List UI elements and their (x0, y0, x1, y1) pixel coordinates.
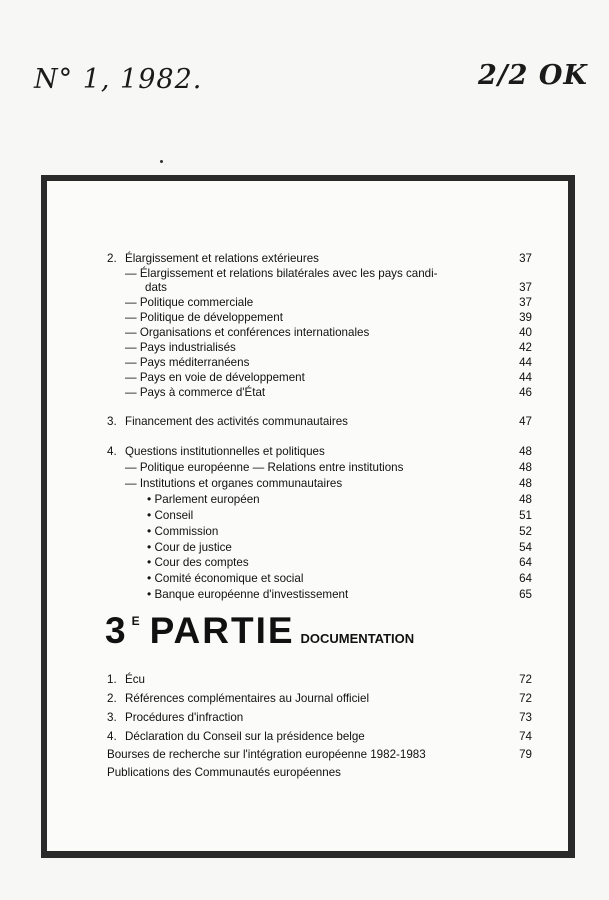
toc-item: — Élargissement et relations bilatérales avec les pays candi- (47, 266, 568, 281)
toc-bullet: • Conseil 51 (47, 508, 568, 523)
doc-item: 2. Références complémentaires au Journal officiel 72 (107, 692, 532, 705)
doc-extra: Publications des Communautés européennes (107, 766, 341, 779)
handwritten-issue-note: N° 1, 1982. (34, 64, 203, 95)
table-of-contents (47, 181, 568, 851)
section-4-heading: 4. Questions institutionnelles et politiques 48 (107, 445, 532, 458)
handwritten-check-note: 2/2 OK (478, 60, 588, 91)
toc-bullet: • Banque européenne d'investissement 65 (47, 587, 568, 602)
section-3-heading: 3. Financement des activités communautaires 47 (107, 415, 532, 428)
section-2-heading: 2. Élargissement et relations extérieures 37 (107, 252, 532, 265)
toc-item: — Pays méditerranéens 44 (47, 355, 568, 370)
doc-item: 4. Déclaration du Conseil sur la présidence belge 74 (107, 730, 532, 743)
toc-frame (41, 175, 575, 858)
toc-item: — Institutions et organes communautaires 48 (47, 476, 568, 491)
toc-bullet: • Parlement européen 48 (47, 492, 568, 507)
toc-item: — Politique de développement 39 (47, 310, 568, 325)
toc-bullet: • Commission 52 (47, 524, 568, 539)
toc-bullet: • Comité économique et social 64 (47, 571, 568, 586)
toc-item: — Politique commerciale 37 (47, 295, 568, 310)
toc-item: — Pays en voie de développement 44 (47, 370, 568, 385)
speck (160, 160, 163, 163)
toc-item-continued: dats 37 (145, 281, 532, 294)
doc-item: 3. Procédures d'infraction 73 (107, 711, 532, 724)
toc-bullet: • Cour de justice 54 (47, 540, 568, 555)
toc-item: — Organisations et conférences internationales 40 (47, 325, 568, 340)
toc-item: — Pays à commerce d'État 46 (47, 385, 568, 400)
toc-item: — Politique européenne — Relations entre institutions 48 (47, 460, 568, 475)
toc-bullet: • Cour des comptes 64 (47, 555, 568, 570)
doc-item: 1. Écu 72 (107, 673, 532, 686)
part-heading: 3 E PARTIE DOCUMENTATION (105, 610, 415, 651)
doc-extra: Bourses de recherche sur l'intégration européenne 1982-1983 79 (107, 748, 532, 761)
toc-item: — Pays industrialisés 42 (47, 340, 568, 355)
